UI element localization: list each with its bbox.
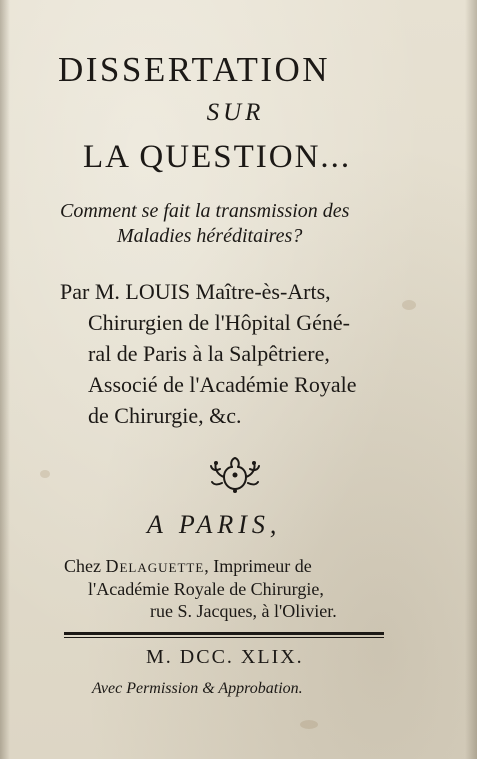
author-line-5: de Chirurgie, &c. [88, 403, 242, 428]
privilege-statement: Avec Permission & Approbation. [92, 680, 303, 697]
printer-name: Delaguette [105, 556, 205, 576]
author-line-1 [60, 279, 477, 305]
double-rule-thin [64, 637, 384, 638]
subtitle-line-2: Maladies héréditaires? [117, 225, 303, 247]
imprint-place: A PARIS, [147, 510, 282, 539]
title-main: DISSERTATION [58, 50, 331, 89]
author-prefix: Par M. [60, 279, 126, 304]
double-rule-thick [64, 632, 384, 635]
author-line-2: Chirurgien de l'Hôpital Géné- [88, 310, 350, 335]
imprint-suffix: , Imprimeur de [204, 556, 312, 576]
imprint-line-2: l'Académie Royale de Chirurgie, [88, 579, 324, 599]
publication-date: M. DCC. XLIX. [146, 646, 304, 668]
author-line-3: ral de Paris à la Salpêtriere, [88, 341, 330, 366]
subtitle-line-1: Comment se fait la transmission des [60, 200, 350, 222]
author-name: LOUIS [125, 279, 191, 304]
author-line-4: Associé de l'Académie Royale [88, 372, 357, 397]
foxing-spot [40, 470, 50, 478]
foxing-spot [300, 720, 318, 729]
title-question: LA QUESTION... [83, 139, 352, 175]
imprint-prefix: Chez [64, 556, 106, 576]
title-sur: SUR [206, 99, 265, 126]
fleuron-ornament-icon [208, 455, 262, 495]
author-suffix: Maître-ès-Arts, [190, 279, 331, 304]
imprint-line-1 [64, 556, 477, 577]
imprint-line-3: rue S. Jacques, à l'Olivier. [150, 601, 337, 621]
